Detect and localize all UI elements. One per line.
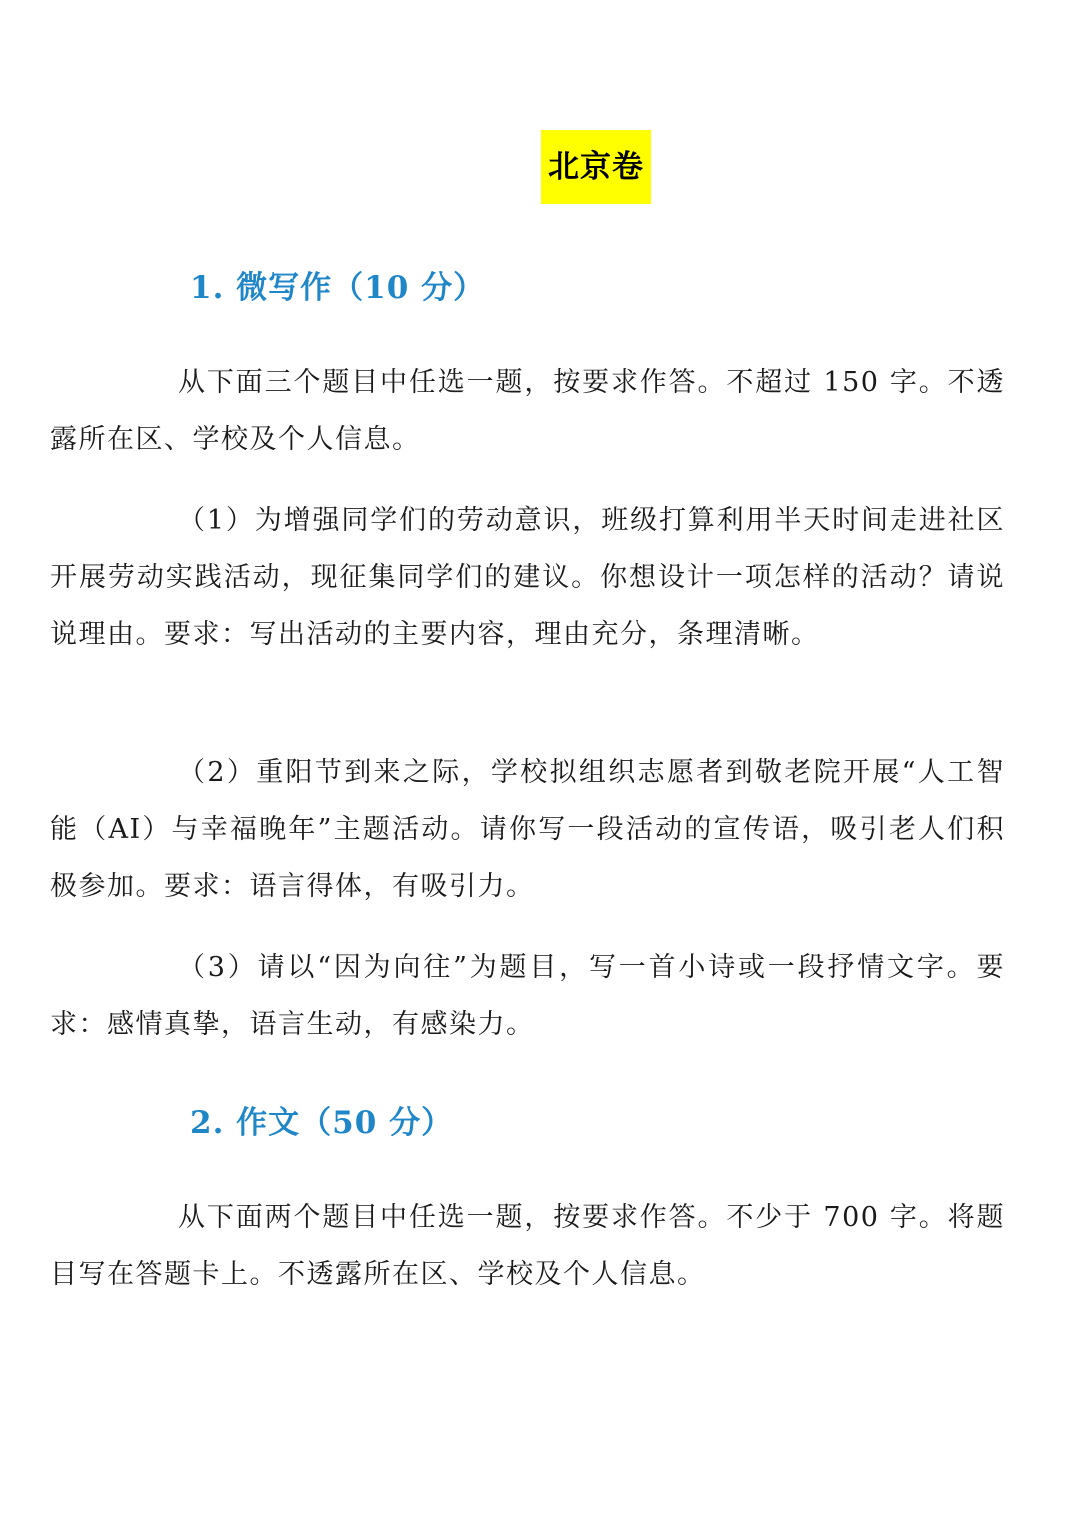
micro-writing-option-2: （2）重阳节到来之际，学校拟组织志愿者到敬老院开展“人工智能（AI）与幸福晚年”主题活动。请你写一段活动的宣传语，吸引老人们积极参加。要求：语言得体，有吸引力。 <box>50 757 1005 902</box>
essay-instructions: 从下面两个题目中任选一题，按要求作答。不少于 700 字。将题目写在答题卡上。不透露所在区、学校及个人信息。 <box>50 1202 1005 1290</box>
micro-writing-option-1: （1）为增强同学们的劳动意识，班级打算利用半天时间走进社区开展劳动实践活动，现征集同学们的建议。你想设计一项怎样的活动？请说说理由。要求：写出活动的主要内容，理由充分，条理清晰。 <box>50 505 1005 650</box>
micro-writing-option-3: （3）请以“因为向往”为题目，写一首小诗或一段抒情文字。要求：感情真挚，语言生动，有感染力。 <box>50 952 1005 1040</box>
section-heading-micro-writing: 1. 微写作（10 分） <box>190 270 486 306</box>
micro-writing-instructions: 从下面三个题目中任选一题，按要求作答。不超过 150 字。不透露所在区、学校及个人信息。 <box>50 367 1005 455</box>
section-heading-essay: 2. 作文（50 分） <box>190 1105 454 1141</box>
page-title: 北京卷 <box>541 130 651 204</box>
